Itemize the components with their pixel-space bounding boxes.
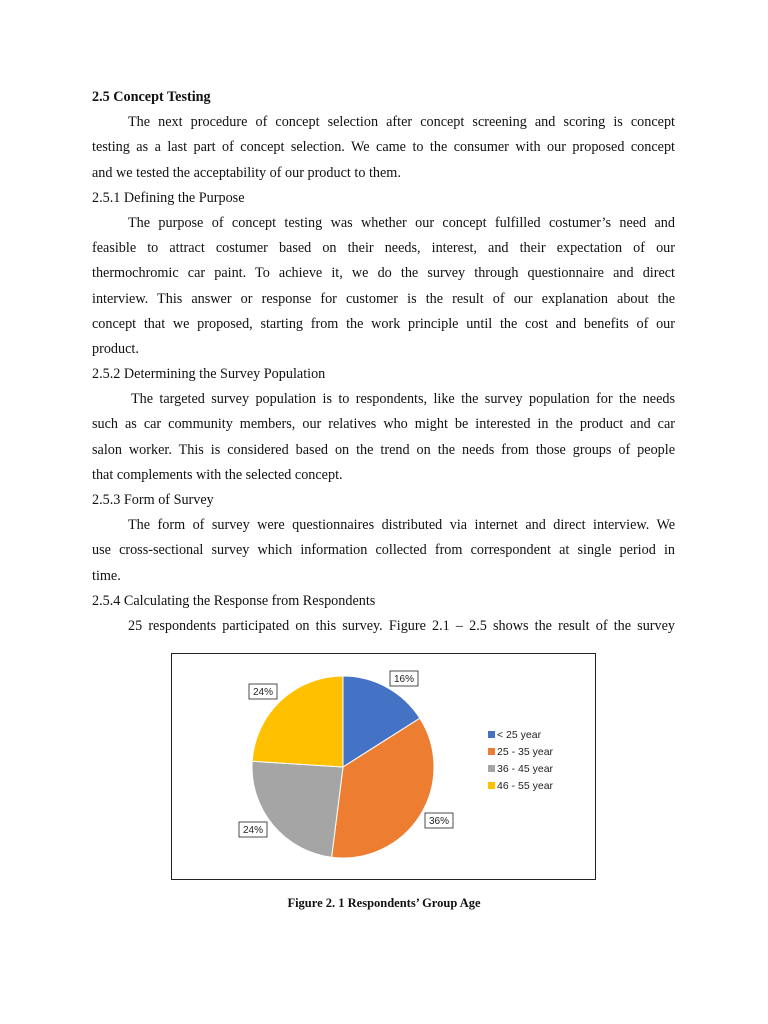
legend-item [488, 763, 554, 775]
paragraph-line: such as car community members, our relatives who might be interested in the product and car [92, 416, 675, 433]
paragraph-line: that complements with the selected concept. [92, 466, 343, 483]
legend-item [488, 746, 554, 758]
paragraph-line: thermochromic car paint. To achieve it, we do the survey through questionnaire and direct [92, 265, 675, 282]
subsection-title: 2.5.2 Determining the Survey Population [92, 366, 326, 383]
paragraph-line: and we tested the acceptability of our product to them. [92, 164, 401, 181]
pie-chart [172, 654, 597, 881]
svg-text:24%: 24% [242, 825, 264, 836]
svg-text:36%: 36% [428, 816, 450, 827]
pie-data-label [425, 813, 453, 828]
svg-text:24%: 24% [252, 687, 274, 698]
paragraph-line: 25 respondents participated on this survey. Figure 2.1 – 2.5 shows the result of the survey [128, 617, 675, 634]
pie-legend [488, 729, 554, 792]
paragraph-line: testing as a last part of concept selection. We came to the consumer with our proposed concept [92, 139, 675, 156]
text-body [92, 85, 675, 639]
pie-slice [252, 761, 343, 857]
paragraph-line: time. [92, 567, 121, 584]
paragraph-line: concept that we proposed, starting from the work principle until the cost and benefits of our [92, 315, 675, 332]
pie-data-label [239, 822, 267, 837]
paragraph-line: The next procedure of concept selection after concept screening and scoring is concept [128, 114, 675, 131]
svg-text:16%: 16% [393, 674, 415, 685]
paragraph-line: salon worker. This is considered based on the trend on the needs from those groups of people [92, 441, 675, 458]
figure-caption: Figure 2. 1 Respondents’ Group Age [287, 896, 481, 910]
legend-item [488, 780, 554, 792]
subsection-title: 2.5.3 Form of Survey [92, 492, 214, 508]
pie-chart-frame [171, 653, 596, 880]
paragraph-line: The form of survey were questionnaires distributed via internet and direct interview. We [128, 517, 675, 534]
pie-data-label [249, 684, 277, 699]
paragraph-line: use cross-sectional survey which information collected from correspondent at single period in [92, 542, 675, 559]
svg-text:25 - 35 year: 25 - 35 year [497, 746, 554, 758]
paragraph-line: The purpose of concept testing was whether our concept fulfilled costumer’s need and [128, 214, 675, 231]
paragraph-line: interview. This answer or response for customer is the result of our explanation about the [92, 290, 675, 307]
section-title: 2.5 Concept Testing [92, 89, 211, 105]
svg-text:36 - 45 year: 36 - 45 year [497, 763, 554, 775]
pie-slices [252, 676, 434, 858]
paragraph-line: feasible to attract costumer based on their needs, interest, and their expectation of our [92, 240, 675, 257]
pie-data-label [390, 671, 418, 686]
svg-text:< 25 year: < 25 year [497, 729, 542, 741]
paragraph-line: The targeted survey population is to respondents, like the survey population for the needs [131, 391, 675, 408]
subsection-title: 2.5.4 Calculating the Response from Respondents [92, 592, 376, 609]
legend-item [488, 729, 542, 741]
subsection-title: 2.5.1 Defining the Purpose [92, 189, 245, 206]
paragraph-line: product. [92, 340, 139, 357]
svg-text:46 - 55 year: 46 - 55 year [497, 780, 554, 792]
